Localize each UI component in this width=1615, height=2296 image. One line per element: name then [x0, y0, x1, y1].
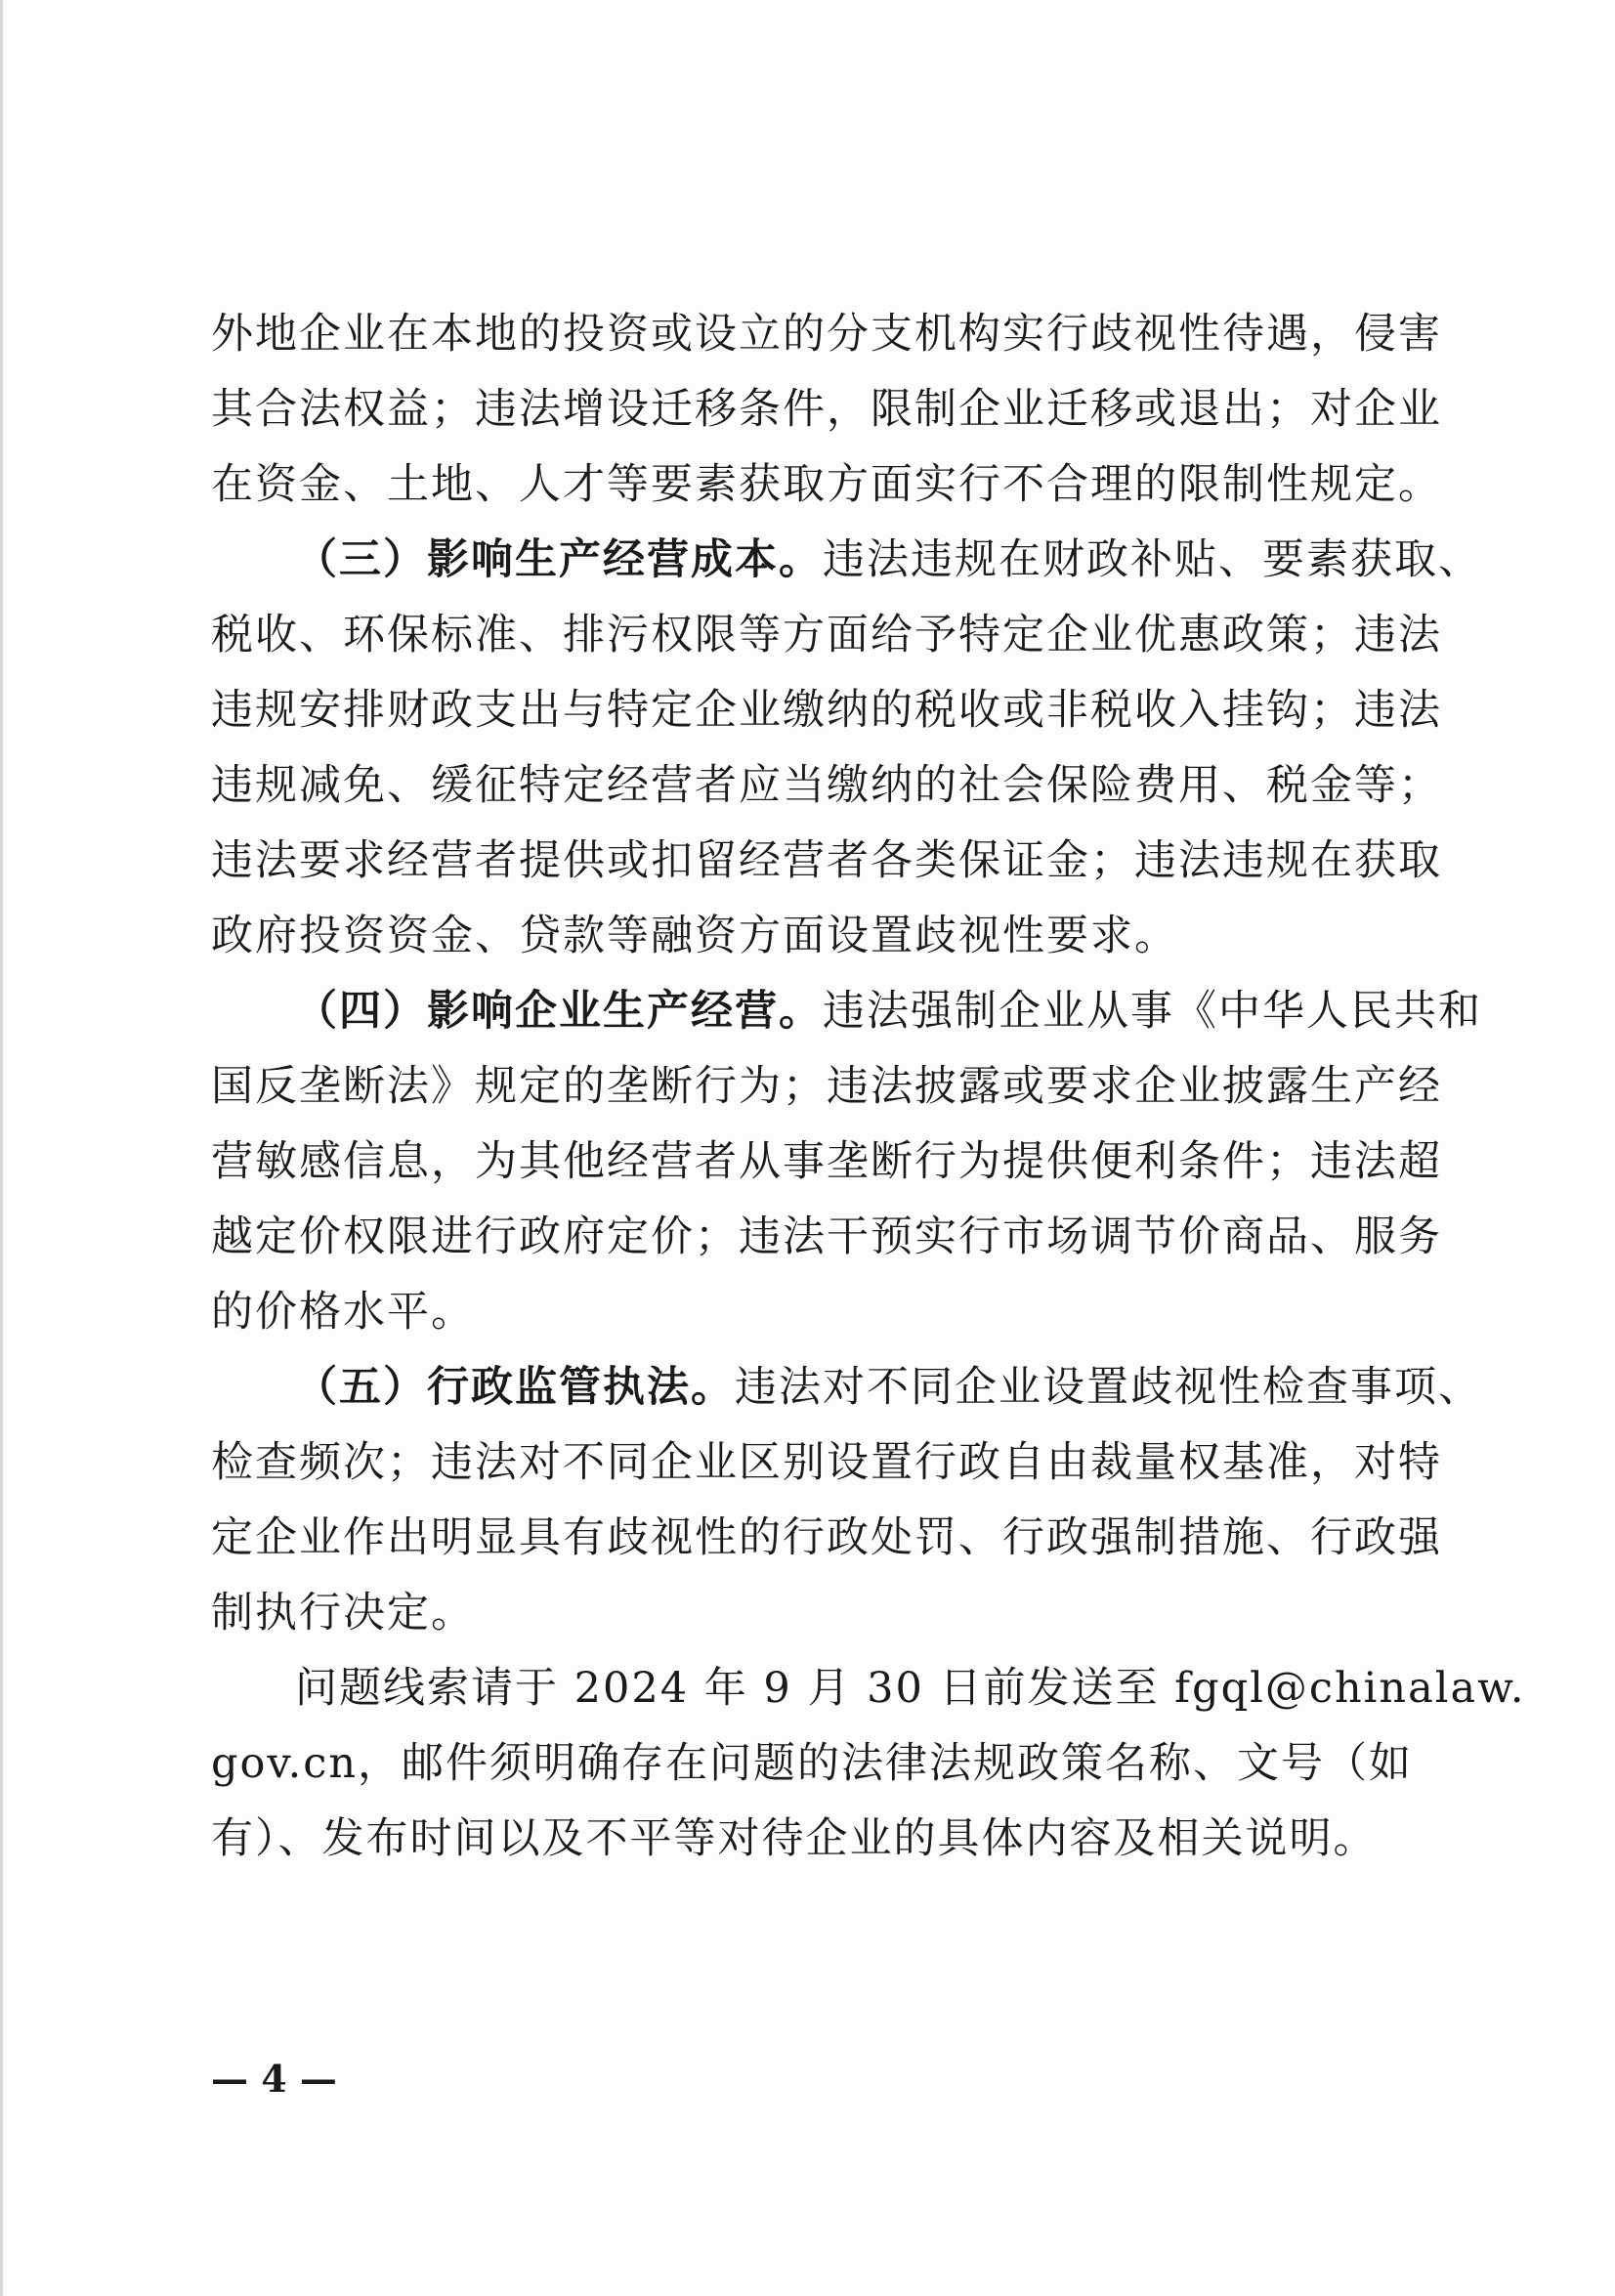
text-line: 营敏感信息，为其他经营者从事垄断行为提供便利条件；违法超 [211, 1137, 1442, 1186]
section-first-line [211, 974, 1482, 1049]
scan-edge [0, 0, 3, 2296]
section-text: 违法违规在财政补贴、要素获取、 [823, 535, 1482, 584]
section-first-line [211, 523, 1482, 598]
text-line: 其合法权益；违法增设迁移条件，限制企业迁移或退出；对企业 [211, 385, 1442, 434]
text-line: 违法要求经营者提供或扣留经营者各类保证金；违法违规在获取 [211, 836, 1442, 885]
section-4 [211, 974, 1482, 1350]
section-heading: （五）行政监管执法。 [295, 1363, 735, 1412]
text-line: 的价格水平。 [211, 1288, 475, 1337]
section-heading: （三）影响生产经营成本。 [295, 535, 823, 584]
text-line: 政府投资资金、贷款等融资方面设置歧视性要求。 [211, 912, 1178, 960]
section-first-line [211, 1350, 1482, 1425]
section-5 [211, 1350, 1482, 1651]
page-number: — 4 — [211, 2057, 337, 2101]
text-line: 检查频次；违法对不同企业区别设置行政自由裁量权基准，对特 [211, 1438, 1442, 1487]
section-text: 违法强制企业从事《中华人民共和 [823, 987, 1482, 1036]
section-text: 违法对不同企业设置歧视性检查事项、 [735, 1363, 1482, 1412]
text-line: gov.cn，邮件须明确存在问题的法律法规政策名称、文号（如 [211, 1739, 1414, 1788]
text-line: 定企业作出明显具有歧视性的行政处罚、行政强制措施、行政强 [211, 1513, 1442, 1562]
text-line: 外地企业在本地的投资或设立的分支机构实行歧视性待遇，侵害 [211, 310, 1442, 359]
section-3 [211, 523, 1482, 974]
text-line: 越定价权限进行政府定价；违法干预实行市场调节价商品、服务 [211, 1212, 1442, 1261]
text-line: 在资金、土地、人才等要素获取方面实行不合理的限制性规定。 [211, 460, 1442, 509]
closing-paragraph [211, 1651, 1526, 1877]
text-line: 有）、发布时间以及不平等对待企业的具体内容及相关说明。 [211, 1814, 1378, 1863]
text-line: 国反垄断法》规定的垄断行为；违法披露或要求企业披露生产经 [211, 1062, 1442, 1111]
text-line: 税收、环保标准、排污权限等方面给予特定企业优惠政策；违法 [211, 611, 1442, 659]
text-line: 问题线索请于 2024 年 9 月 30 日前发送至 fgql@chinalaw. [295, 1664, 1526, 1713]
text-line: 违规安排财政支出与特定企业缴纳的税收或非税收入挂钩；违法 [211, 686, 1442, 735]
text-line: 制执行决定。 [211, 1589, 475, 1637]
paragraph-continuation [211, 297, 1442, 523]
document-body [211, 297, 1526, 1877]
text-line: 违规减免、缓征特定经营者应当缴纳的社会保险费用、税金等； [211, 761, 1442, 810]
section-heading: （四）影响企业生产经营。 [295, 987, 823, 1036]
